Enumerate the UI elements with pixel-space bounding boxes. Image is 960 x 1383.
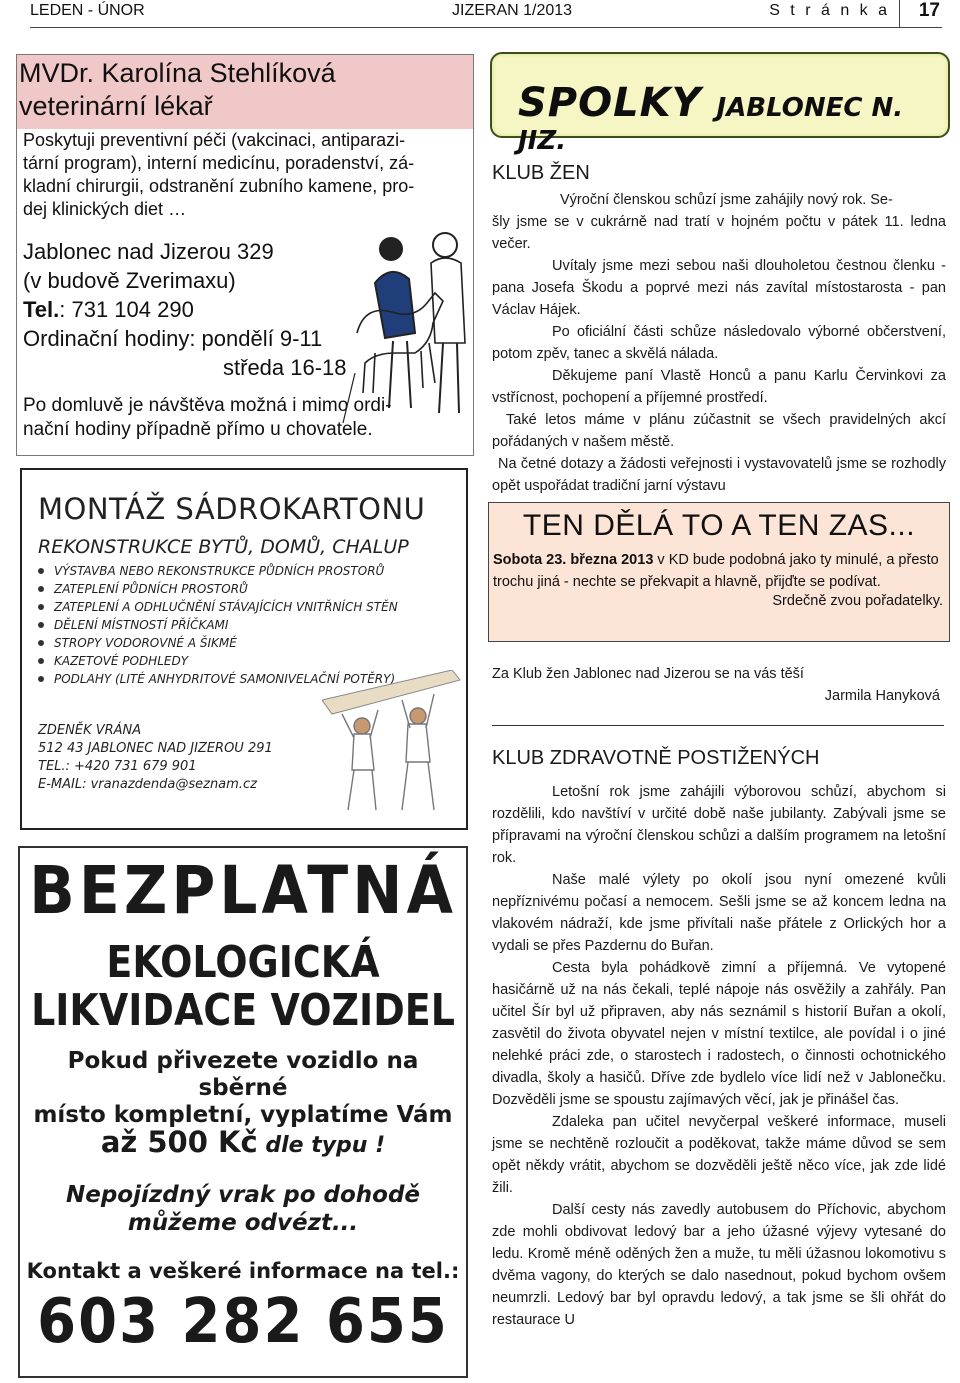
list-item: DĚLENÍ MÍSTNOSTÍ PŘÍČKAMI [38,616,466,634]
eco-phone: 603 282 655 [37,1285,449,1358]
klub-zp-paragraph: Zdaleka pan učitel nevyčerpal veškeré informace, museli jsme se nechtěně rozloučit a poděkovat, takže máme důvod se sem opět někdy vrátit, abychom se dozvěděli ještě něco více, jak zde lidé žili. [492,1114,946,1196]
klub-zp-paragraph: Naše malé výlety po okolí jsou nyní omezené kvůli nepříznivému počasí a nemocem. Sešli jsme se až koncem ledna na vlakovém nádraží, kde jsme přivítali naše přátele z Orlických hor a vydali se přes Pazdernu do Buřan. [492,872,946,954]
spolky-title-town: JABLONEC N. JIZ. [518,93,904,156]
klub-zen-signature [492,663,946,707]
drywall-contact-email: E-MAIL: vranazdenda@seznam.cz [38,777,257,792]
vet-note-line: Po domluvě je návštěva možná i mimo ordi- [23,395,392,416]
klub-zp-heading: KLUB ZDRAVOTNĚ POSTIŽENÝCH [492,747,820,769]
event-invite: Srdečně zvou pořadatelky. [772,593,943,609]
list-item: ZATEPLENÍ A ODHLUČNĚNÍ STÁVAJÍCÍCH VNITŘNÍCH STĚN [38,598,466,616]
klub-zen-paragraph: Děkujeme paní Vlastě Honců a panu Karlu Červinkovi za vstřícnost, pochopení a příjemné prostředí. [492,368,946,406]
header-divider [899,0,900,28]
spolky-title-main: SPOLKY [518,80,717,126]
event-description: v KD bude podobná jako ty minulé, a přesto trochu jiná - nechte se překvapit a hlavně, přijďte se podívat. [493,552,939,590]
klub-zen-paragraph: Po oficiální části schůze následovalo výborné občerstvení, potom zpěv, tanec a skvělá nálada. [492,324,946,362]
klub-zp-paragraph: Cesta byla pohádkově zimní a příjemná. Ve vytopené hasičárně už na nás čekali, teplé nápoje nás osvěžily a zahřály. Pan učitel Šír byl už připraven, aby nás seznámil s historií Buřan a okolí, zasvětil do života obyvatel nejen v místní textilce, ale povídal i o jiné nelehké práci zde, o starostech i radostech, o činnosti ochotnického divadla, školy a hasičů. Dříve zde bydlelo více lidí než v Jablonečku. Dozvěděli jsme se spoustu zajímavých věcí, jak je přinášel čas. [492,960,946,1108]
klub-zp-paragraph: Další cesty nás zavedly autobusem do Příchovic, abychom zde mohli obdivovat ledový bar a jeho úžasné výjevy vytesané do ledu. Kromě méně oděných žen a muže, tu měli úžasnou lokomotivu s dvěma vagony, do kterých se dalo nasednout, pokud bychom ovšem neumrzli. Ledový bar byl opravdu ledový, a tak jsme se šli ohřát do restaurace U [492,1202,946,1328]
vet-address-line: Jablonec nad Jizerou 329 [23,239,274,264]
klub-zen-paragraph: Výroční členskou schůzí jsme zahájily nový rok. Se- [560,192,893,208]
vet-address-line: (v budově Zverimaxu) [23,268,236,293]
eco-disposal-advert [18,846,468,1378]
vet-intro-line: tární program), interní medicínu, poradenství, zá- [23,153,415,173]
spolky-title [518,80,948,156]
eco-tow-line: můžeme odvézt... [127,1210,359,1236]
vet-intro-line: kladní chirurgii, odstranění zubního kamene, pro- [23,176,415,196]
vet-hours-wed: středa 16-18 [223,355,347,380]
list-item: PODLAHY (LITÉ ANHYDRITOVÉ SAMONIVELAČNÍ POTĚRY) [38,670,466,688]
eco-contact-label: Kontakt a veškeré informace na tel.: [26,1259,460,1283]
klub-zen-article [492,160,946,497]
klub-zp-article [492,745,946,1331]
klub-zen-paragraph: Uvítaly jsme mezi sebou naši dlouholetou čestnou členku - pana Josefa Škodu a poprvé mezi nás zavítal místostarosta - pan Václav Hájek. [492,258,946,318]
eco-offer-qualifier: dle typu ! [257,1133,386,1158]
vet-phone-label: Tel. [23,297,60,322]
drywall-contact-phone: TEL.: +420 731 679 901 [38,759,197,774]
header-page-label: S t r á n k a [769,2,890,19]
header-publication: JIZERAN 1/2013 [452,2,573,19]
vet-role: veterinární lékař [19,91,213,121]
vet-phone-number: : 731 104 290 [59,297,194,322]
event-date-day: Sobota 23. [493,552,567,568]
list-item: STROPY VODOROVNÉ A ŠIKMÉ [38,634,466,652]
vet-name: MVDr. Karolína Stehlíková [19,58,336,88]
klub-zen-paragraph: Na četné dotazy a žádosti veřejnosti i vystavovatelů jsme se rozhodly opět uspořádat tradiční jarní výstavu [492,456,946,494]
list-item: KAZETOVÉ PODHLEDY [38,652,466,670]
vet-intro-line: Poskytuji preventivní péči (vakcinaci, antiparazi- [23,130,406,150]
header-page-number: 17 [918,0,940,21]
eco-tow-line: Nepojízdný vrak po dohodě [65,1182,421,1208]
event-details [489,543,949,593]
event-title: TEN DĚLÁ TO A TEN ZAS... [522,509,916,542]
vet-header [17,55,473,129]
eco-tow-note [20,1181,466,1237]
klub-zp-paragraph: Letošní rok jsme zahájili výborovou schůzí, abychom si rozdělili, kdo navštíví v určité době naše jubilanty. Zabývali jsme se přípravami na výroční členskou schůzi a dalším programem na letošní rok. [492,784,946,866]
list-item: VÝSTAVBA NEBO REKONSTRUKCE PŮDNÍCH PROSTORŮ [38,562,466,580]
vet-intro-line: dej klinických diet … [23,199,187,219]
klub-zen-paragraph: šly jsme se v cukrárně nad tratí v hojném počtu v pátek 11. ledna večer. [492,214,946,252]
eco-offer-line: místo kompletní, vyplatíme Vám [33,1102,453,1128]
klub-zen-heading: KLUB ŽEN [492,162,590,184]
header-issue-months: LEDEN - ÚNOR [30,2,145,19]
drywall-contact-address: 512 43 JABLONEC NAD JIZEROU 291 [38,741,273,756]
eco-headline-ecological: EKOLOGICKÁ [106,936,380,988]
vet-with-dog-illustration [335,223,475,423]
drywall-contact-name: ZDENĚK VRÁNA [38,723,142,738]
vet-hours: Ordinační hodiny: pondělí 9-11 [23,326,323,351]
workers-lifting-board-illustration [322,670,462,820]
drywall-subtitle: REKONSTRUKCE BYTŮ, DOMŮ, CHALUP [38,536,409,558]
drywall-contact [38,722,273,794]
drywall-title: MONTÁŽ SÁDROKARTONU [38,492,426,526]
vet-advert [16,54,474,456]
section-divider [492,725,944,726]
drywall-advert [20,468,468,830]
eco-headline-free: BEZPLATNÁ [29,852,457,930]
spolky-banner [490,52,950,156]
eco-offer [20,1048,466,1159]
eco-offer-amount: až 500 Kč [100,1125,258,1159]
klub-zen-paragraph: Také letos máme v plánu zúčastnit se všech pravidelných akcí pořádaných v našem městě. [492,412,946,450]
event-box [488,502,950,642]
signature-line: Za Klub žen Jablonec nad Jizerou se na vás těší [492,666,804,682]
list-item: ZATEPLENÍ PŮDNÍCH PROSTORŮ [38,580,466,598]
event-date-month: března 2013 [566,552,654,568]
signature-name: Jarmila Hanyková [824,688,940,704]
eco-offer-line: Pokud přivezete vozidlo na sběrné [67,1048,419,1101]
eco-offer-amount-line [20,1125,466,1159]
page-header [30,0,942,28]
vet-note-line: nační hodiny případně přímo u chovatele. [23,419,373,440]
vet-intro [23,129,471,221]
eco-headline-disposal: LIKVIDACE VOZIDEL [31,984,455,1036]
